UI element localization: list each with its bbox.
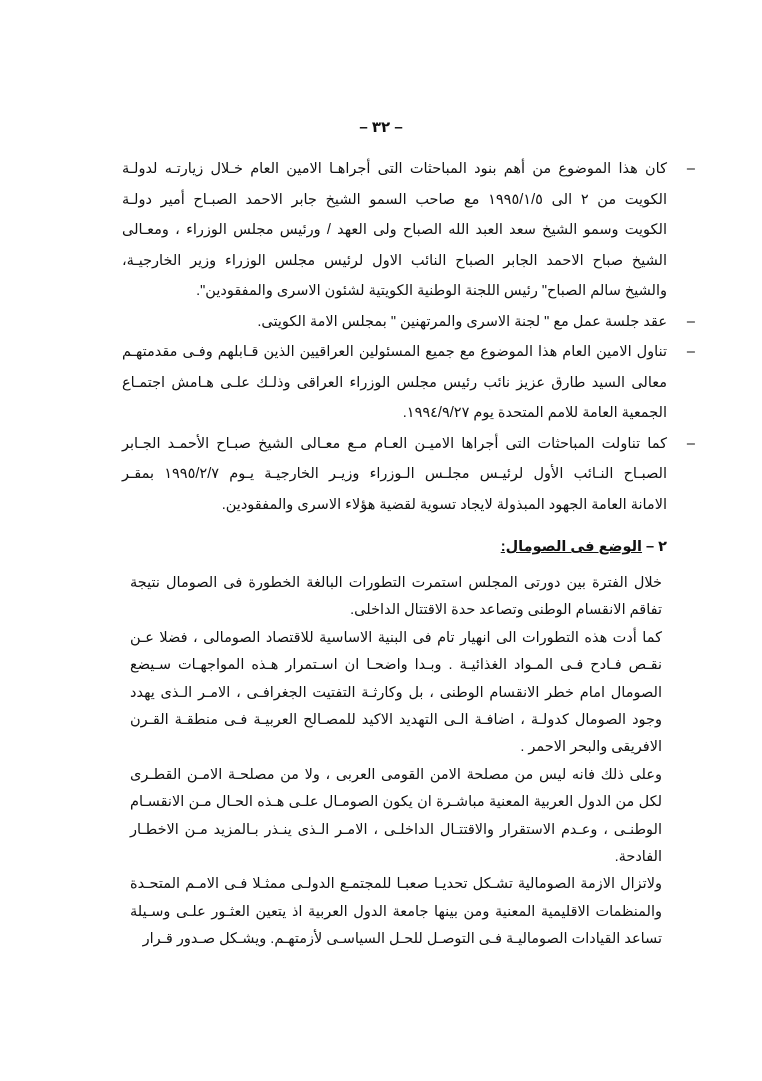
bullet-item xyxy=(122,337,695,429)
paragraph xyxy=(130,570,662,625)
text-line: خلال الفترة بين دورتى المجلس استمرت التطورات البالغة الخطورة فى الصومال نتيجة xyxy=(130,575,662,591)
text-line: والشيخ سالم الصباح" رئيس اللجنة الوطنية الكويتية لشئون الاسرى والمفقودين". xyxy=(196,283,667,299)
text-line: الصبـاح النـائب الأول لرئيـس مجلـس الـوزراء وزيـر الخارجيـة يـوم ١٩٩٥/٢/٧ بمقـر xyxy=(122,466,667,482)
text-line: الفادحة. xyxy=(614,848,662,865)
bullet-item xyxy=(122,307,695,338)
text-line: الكويت من ٢ الى ١٩٩٥/١/٥ مع صاحب السمو الشيخ جابر الاحمد الصبـاح أمير دولـة xyxy=(122,191,667,208)
text-line: الصومال امام خطر الانقسام الوطنى ، بل وكارثـة التفتيت الجغرافـى ، الامـر الـذى يهدد xyxy=(130,684,662,701)
section-title: الوضع فى الصومال: xyxy=(500,539,643,555)
bullet-item xyxy=(122,154,695,307)
text-line: كما تناولت المباحثات التى أجراها الاميـن العـام مـع معـالى الشيخ صبـاح الأحمـد الجـابر xyxy=(122,435,667,452)
text-line: الكويت وسمو الشيخ سعد العبد الله الصباح ولى العهد / ورئيس مجلس الوزراء ، ومعـالى xyxy=(122,222,667,238)
bullet-dash: – xyxy=(686,161,695,177)
section-heading xyxy=(501,532,667,562)
bullet-list xyxy=(122,154,695,520)
text-line: الامانة العامة الجهود المبذولة لايجاد تسوية لقضية هؤلاء الاسرى والمفقودين. xyxy=(221,496,667,513)
text-line: كما أدت هذه التطورات الى انهيار تام فى البنية الاساسية للاقتصاد الصومالى ، فضلا عـن xyxy=(130,629,662,646)
text-line: والمنظمات الاقليمية المعنية ومن بينها جامعة الدول العربية اذ يتعين العثـور علـى وسـيلة xyxy=(130,903,662,920)
text-line: نقـص فـادح فـى المـواد الغذائيـة . وبـدا واضحـا ان اسـتمرار هـذه المواجهـات سـيضع xyxy=(130,657,662,674)
text-line: الجمعية العامة للامم المتحدة يوم ١٩٩٤/٩/٢٧. xyxy=(402,405,667,421)
text-line: لكل من الدول العربية المعنية مباشـرة ان يكون الصومـال علـى هـذه الحـال مـن الانقسـام xyxy=(130,794,662,811)
bullet-item xyxy=(122,429,695,521)
text-line: كان هذا الموضوع من أهم بنود المباحثات التى أجراهـا الامين العام خـلال زيارتـه لدولـة xyxy=(122,161,667,177)
text-line: الافريقى والبحر الاحمر . xyxy=(520,739,662,756)
text-line: معالى السيد طارق عزيز نائب رئيس مجلس الوزراء العراقى وذلـك علـى هـامش اجتمـاع xyxy=(122,374,667,391)
text-line: تناول الامين العام هذا الموضوع مع جميع المسئولين العراقيين الذين قـابلهم وفـى مقدمتهـم xyxy=(122,344,667,360)
bullet-dash: – xyxy=(686,344,695,360)
paragraphs xyxy=(130,570,662,953)
text-line: تساعد القيادات الصوماليـة فـى التوصـل للحـل السياسـى لأزمتهـم. ويشـكل صـدور قـرار xyxy=(142,931,662,948)
text-line: الوطنـى ، وعـدم الاستقرار والاقتتـال الداخلـى ، الامـر الـذى ينـذر بـالمزيد مـن الاخطـار xyxy=(130,821,662,838)
text-line: ولاتزال الازمة الصومالية تشـكل تحديـا صعبـا للمجتمـع الدولـى ممثـلا فـى الامـم المتحـدة xyxy=(130,876,662,893)
text-line: وعلى ذلك فانه ليس من مصلحة الامن القومى العربى ، ولا من مصلحـة الامـن القطـرى xyxy=(130,766,662,783)
paragraph xyxy=(130,871,662,953)
page-number: – ٣٢ – xyxy=(359,119,403,136)
section-number: ٢ – xyxy=(646,539,667,555)
text-line: عقد جلسة عمل مع " لجنة الاسرى والمرتهنين " بمجلس الامة الكويتى. xyxy=(257,313,667,330)
paragraph xyxy=(130,762,662,872)
text-line: تفاقم الانقسام الوطنى وتصاعد حدة الاقتتال الداخلى. xyxy=(350,602,662,619)
text-line: وجود الصومال كدولـة ، اضافـة الـى التهديد الاكيد للمصـالح العربيـة فـى منطقـة القـرن xyxy=(130,711,662,728)
bullet-dash: – xyxy=(686,435,695,452)
text-line: الشيخ صباح الاحمد الجابر الصباح النائب الاول لرئيس مجلس الوزراء وزير الخارجيـة، xyxy=(122,252,667,269)
paragraph xyxy=(130,625,662,762)
bullet-dash: – xyxy=(686,313,695,330)
